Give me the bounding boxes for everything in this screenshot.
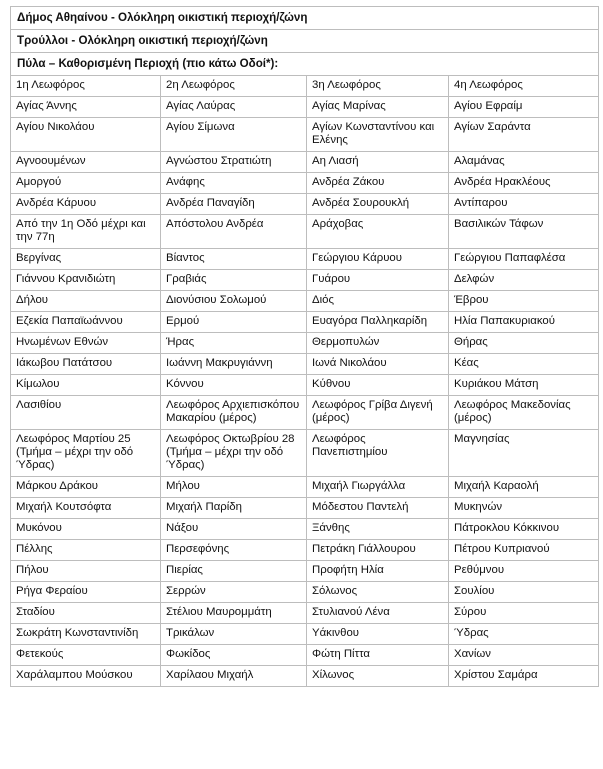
table-cell: Θερμοπυλών — [307, 333, 449, 354]
table-cell: Ιωνά Νικολάου — [307, 354, 449, 375]
table-cell: Χαρίλαου Μιχαήλ — [161, 666, 307, 687]
table-row — [11, 498, 599, 519]
table-cell: Μυκόνου — [11, 519, 161, 540]
table-cell: Ύδρας — [449, 624, 599, 645]
table-row — [11, 291, 599, 312]
table-row — [11, 603, 599, 624]
table-cell: Στέλιου Μαυρομμάτη — [161, 603, 307, 624]
table-row — [11, 582, 599, 603]
table-cell: Αγίων Κωνσταντίνου και Ελένης — [307, 118, 449, 152]
table-row — [11, 624, 599, 645]
table-cell: Πέλλης — [11, 540, 161, 561]
table-cell: Ήρας — [161, 333, 307, 354]
table-cell: Αγίας Μαρίνας — [307, 97, 449, 118]
table-row — [11, 270, 599, 291]
column-header-row — [11, 76, 599, 97]
table-cell: Από την 1η Οδό μέχρι και την 77η — [11, 215, 161, 249]
table-row — [11, 430, 599, 477]
table-cell: Λεωφόρος Οκτωβρίου 28 (Τμήμα – μέχρι την οδό Ύδρας) — [161, 430, 307, 477]
table-cell: Διονύσιου Σολωμού — [161, 291, 307, 312]
table-cell: Κόννου — [161, 375, 307, 396]
table-cell: Πέτρου Κυπριανού — [449, 540, 599, 561]
header-athienou: Δήμος Αθηαίνου - Ολόκληρη οικιστική περιοχή/ζώνη — [11, 7, 599, 30]
table-cell: Πάτροκλου Κόκκινου — [449, 519, 599, 540]
table-row — [11, 118, 599, 152]
table-row — [11, 396, 599, 430]
table-cell: Θήρας — [449, 333, 599, 354]
table-cell: Αγίου Εφραίμ — [449, 97, 599, 118]
table-cell: Γυάρου — [307, 270, 449, 291]
table-cell: Ιάκωβου Πατάτσου — [11, 354, 161, 375]
table-cell: Σουλίου — [449, 582, 599, 603]
table-cell: Αγίου Νικολάου — [11, 118, 161, 152]
table-cell: Ανδρέα Σουρουκλή — [307, 194, 449, 215]
table-cell: Ηνωμένων Εθνών — [11, 333, 161, 354]
table-cell: Ηλία Παπακυριακού — [449, 312, 599, 333]
table-cell: Χίλωνος — [307, 666, 449, 687]
table-cell: Σόλωνος — [307, 582, 449, 603]
table-row — [11, 194, 599, 215]
table-cell: Ευαγόρα Παλληκαρίδη — [307, 312, 449, 333]
table-cell: Πήλου — [11, 561, 161, 582]
table-row — [11, 333, 599, 354]
table-cell: Χαράλαμπου Μούσκου — [11, 666, 161, 687]
column-header: 1η Λεωφόρος — [11, 76, 161, 97]
table-cell: Σταδίου — [11, 603, 161, 624]
table-cell: Ερμού — [161, 312, 307, 333]
table-cell: Απόστολου Ανδρέα — [161, 215, 307, 249]
table-cell: Κέας — [449, 354, 599, 375]
table-cell: Στυλιανού Λένα — [307, 603, 449, 624]
table-cell: Φώτη Πίττα — [307, 645, 449, 666]
table-cell: Μυκηνών — [449, 498, 599, 519]
table-row — [11, 97, 599, 118]
table-cell: Μόδεστου Παντελή — [307, 498, 449, 519]
streets-table — [10, 6, 599, 687]
table-cell: Φωκίδος — [161, 645, 307, 666]
table-cell: Αλαμάνας — [449, 152, 599, 173]
table-row — [11, 540, 599, 561]
table-cell: Μιχαήλ Κουτσόφτα — [11, 498, 161, 519]
table-cell: Βεργίνας — [11, 249, 161, 270]
table-row — [11, 561, 599, 582]
table-cell: Αγνώστου Στρατιώτη — [161, 152, 307, 173]
table-cell: Μήλου — [161, 477, 307, 498]
table-cell: Τρικάλων — [161, 624, 307, 645]
table-cell: Αμοργού — [11, 173, 161, 194]
table-cell: Ρήγα Φεραίου — [11, 582, 161, 603]
table-cell: Αγνοουμένων — [11, 152, 161, 173]
table-cell: Σωκράτη Κωνσταντινίδη — [11, 624, 161, 645]
table-cell: Μαγνησίας — [449, 430, 599, 477]
table-row — [11, 249, 599, 270]
column-header: 4η Λεωφόρος — [449, 76, 599, 97]
table-cell: Χρίστου Σαμάρα — [449, 666, 599, 687]
table-cell: Έβρου — [449, 291, 599, 312]
table-cell: Ανδρέα Ηρακλέους — [449, 173, 599, 194]
table-cell: Γεώργιου Παπαφλέσα — [449, 249, 599, 270]
table-cell: Λεωφόρος Πανεπιστημίου — [307, 430, 449, 477]
table-cell: Αγίου Σίμωνα — [161, 118, 307, 152]
table-cell: Διός — [307, 291, 449, 312]
table-row — [11, 173, 599, 194]
table-cell: Ανδρέα Ζάκου — [307, 173, 449, 194]
table-cell: Ανδρέα Κάρυου — [11, 194, 161, 215]
table-cell: Αγίας Λαύρας — [161, 97, 307, 118]
table-row — [11, 354, 599, 375]
table-cell: Γεώργιου Κάρυου — [307, 249, 449, 270]
table-cell: Βασιλικών Τάφων — [449, 215, 599, 249]
table-cell: Μιχαήλ Γιωργάλλα — [307, 477, 449, 498]
table-cell: Σερρών — [161, 582, 307, 603]
header-row-athienou — [11, 7, 599, 30]
table-cell: Κίμωλου — [11, 375, 161, 396]
table-cell: Κυριάκου Μάτση — [449, 375, 599, 396]
table-cell: Γιάννου Κρανιδιώτη — [11, 270, 161, 291]
header-row-troulloi — [11, 30, 599, 53]
table-cell: Αγίας Άννης — [11, 97, 161, 118]
table-cell: Κύθνου — [307, 375, 449, 396]
table-cell: Μάρκου Δράκου — [11, 477, 161, 498]
table-cell: Φετεκούς — [11, 645, 161, 666]
column-header: 2η Λεωφόρος — [161, 76, 307, 97]
table-cell: Ανδρέα Παναγίδη — [161, 194, 307, 215]
table-cell: Εζεκία Παπαϊωάννου — [11, 312, 161, 333]
table-cell: Βίαντος — [161, 249, 307, 270]
header-troulloi: Τρούλλοι - Ολόκληρη οικιστική περιοχή/ζώνη — [11, 30, 599, 53]
table-row — [11, 152, 599, 173]
table-row — [11, 312, 599, 333]
table-cell: Μιχαήλ Παρίδη — [161, 498, 307, 519]
table-cell: Λεωφόρος Γρίβα Διγενή (μέρος) — [307, 396, 449, 430]
table-cell: Μιχαήλ Καραολή — [449, 477, 599, 498]
table-cell: Λεωφόρος Μακεδονίας (μέρος) — [449, 396, 599, 430]
header-pyla: Πύλα – Καθορισμένη Περιοχή (πιο κάτω Οδοί*): — [11, 53, 599, 76]
table-row — [11, 477, 599, 498]
table-cell: Αράχοβας — [307, 215, 449, 249]
table-cell: Πετράκη Γιάλλουρου — [307, 540, 449, 561]
table-cell: Λεωφόρος Αρχιεπισκόπου Μακαρίου (μέρος) — [161, 396, 307, 430]
table-cell: Ιωάννη Μακρυγιάννη — [161, 354, 307, 375]
table-cell: Ξάνθης — [307, 519, 449, 540]
header-row-pyla — [11, 53, 599, 76]
table-row — [11, 645, 599, 666]
table-cell: Αη Λιασή — [307, 152, 449, 173]
table-cell: Γραβιάς — [161, 270, 307, 291]
column-header: 3η Λεωφόρος — [307, 76, 449, 97]
table-cell: Προφήτη Ηλία — [307, 561, 449, 582]
table-cell: Ρεθύμνου — [449, 561, 599, 582]
table-cell: Λεωφόρος Μαρτίου 25 (Τμήμα – μέχρι την οδό Ύδρας) — [11, 430, 161, 477]
table-cell: Δήλου — [11, 291, 161, 312]
table-cell: Σύρου — [449, 603, 599, 624]
table-row — [11, 375, 599, 396]
streets-table-body — [11, 7, 599, 687]
table-cell: Περσεφόνης — [161, 540, 307, 561]
table-row — [11, 666, 599, 687]
table-cell: Υάκινθου — [307, 624, 449, 645]
table-cell: Λασιθίου — [11, 396, 161, 430]
document-page — [10, 6, 598, 687]
table-row — [11, 215, 599, 249]
table-cell: Αγίων Σαράντα — [449, 118, 599, 152]
table-cell: Πιερίας — [161, 561, 307, 582]
table-cell: Δελφών — [449, 270, 599, 291]
table-cell: Χανίων — [449, 645, 599, 666]
table-row — [11, 519, 599, 540]
table-cell: Νάξου — [161, 519, 307, 540]
table-cell: Ανάφης — [161, 173, 307, 194]
table-cell: Αντίπαρου — [449, 194, 599, 215]
